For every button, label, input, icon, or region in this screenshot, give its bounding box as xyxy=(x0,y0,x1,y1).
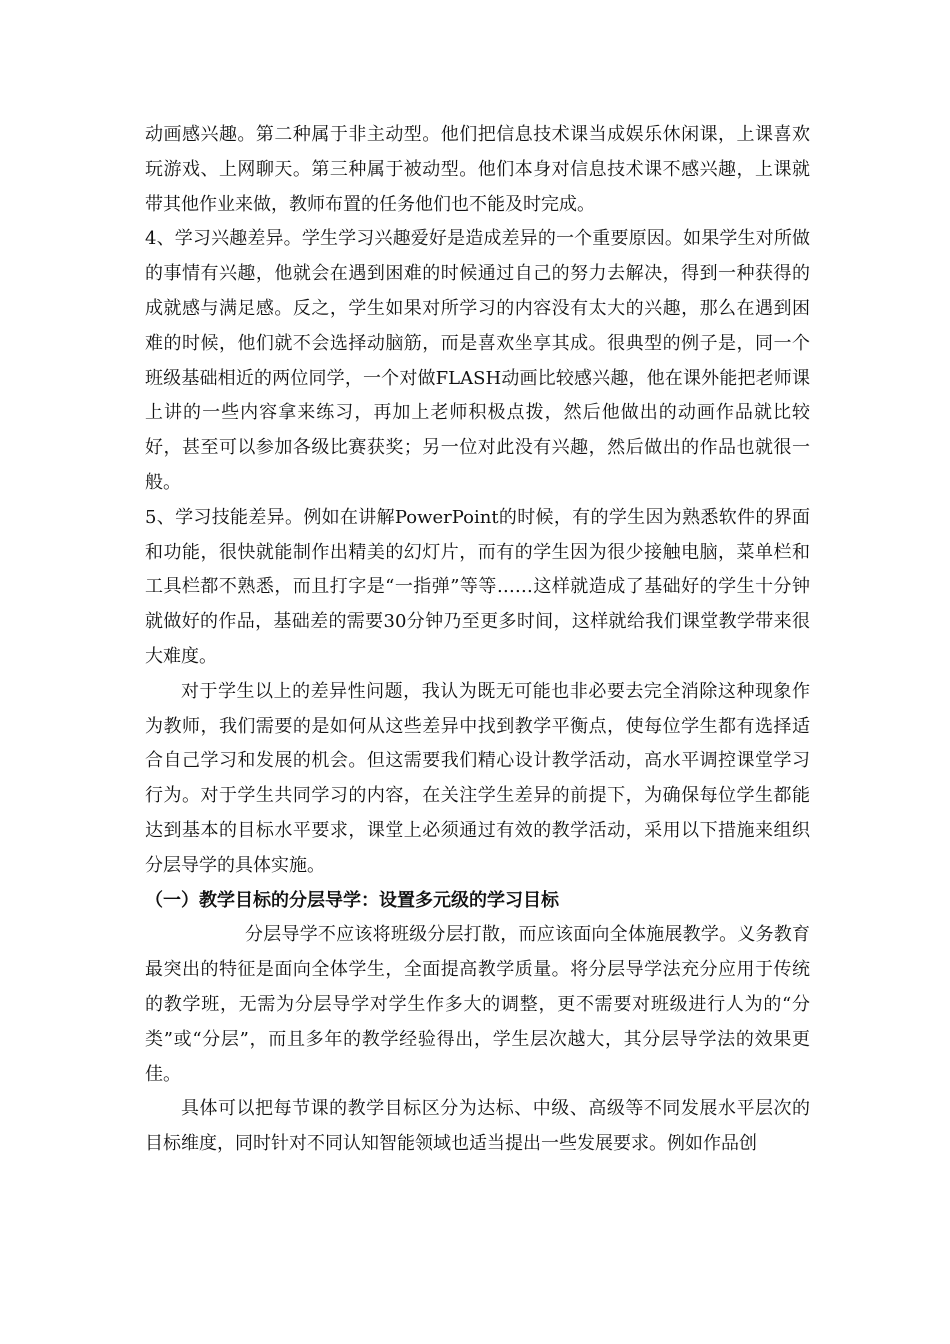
document-page xyxy=(145,118,810,1162)
paragraph-response: 对于学生以上的差异性问题，我认为既无可能也非必要去完全消除这种现象作为教师，我们需要的是如何从这些差异中找到教学平衡点，使每位学生都有选择适合自己学习和发展的机会。但这需要我们精心设计教学活动，高水平调控课堂学习行为。对于学生共同学习的内容，在关注学生差异的前提下，为确保每位学生都能达到基本的目标水平要求，课堂上必须通过有效的教学活动，采用以下措施来组织分层导学的具体实施。 xyxy=(145,680,810,876)
paragraph-skill-difference: 5、学习技能差异。例如在讲解PowerPoint的时候，有的学生因为熟悉软件的界面和功能，很快就能制作出精美的幻灯片，而有的学生因为很少接触电脑，菜单栏和工具栏都不熟悉，而且打字是“一指弹”等等……这样就造成了基础好的学生十分钟就做好的作品，基础差的需要30分钟乃至更多时间，这样就给我们课堂教学带来很大难度。 xyxy=(145,506,810,667)
paragraph-layered-teaching: 分层导学不应该将班级分层打散，而应该面向全体施展教学。义务教育最突出的特征是面向全体学生，全面提高教学质量。将分层导学法充分应用于传统的教学班，无需为分层导学对学生作多大的调整，更不需要对班级进行人为的“分类”或“分层”，而且多年的教学经验得出，学生层次越大，其分层导学法的效果更佳。 xyxy=(145,924,810,1085)
paragraph-interest-difference: 4、学习兴趣差异。学生学习兴趣爱好是造成差异的一个重要原因。如果学生对所做的事情有兴趣，他就会在遇到困难的时候通过自己的努力去解决，得到一种获得的成就感与满足感。反之，学生如果对所学习的内容没有太大的兴趣，那么在遇到困难的时候，他们就不会选择动脑筋，而是喜欢坐享其成。很典型的例子是，同一个班级基础相近的两位同学，一个对做FLASH动画比较感兴趣，他在课外能把老师课上讲的一些内容拿来练习，再加上老师积极点拨，然后他做出的动画作品就比较好，甚至可以参加各级比赛获奖；另一位对此没有兴趣，然后做出的作品也就很一般。 xyxy=(145,228,810,493)
paragraph-goal-levels: 具体可以把每节课的教学目标区分为达标、中级、高级等不同发展水平层次的目标维度，同时针对不同认知智能领域也适当提出一些发展要求。例如作品创 xyxy=(145,1098,810,1155)
paragraph-continuation: 动画感兴趣。第二种属于非主动型。他们把信息技术课当成娱乐休闲课，上课喜欢玩游戏、上网聊天。第三种属于被动型。他们本身对信息技术课不感兴趣，上课就带其他作业来做，教师布置的任务他们也不能及时完成。 xyxy=(145,124,810,215)
section-heading: （一）教学目标的分层导学：设置多元级的学习目标 xyxy=(145,889,559,911)
